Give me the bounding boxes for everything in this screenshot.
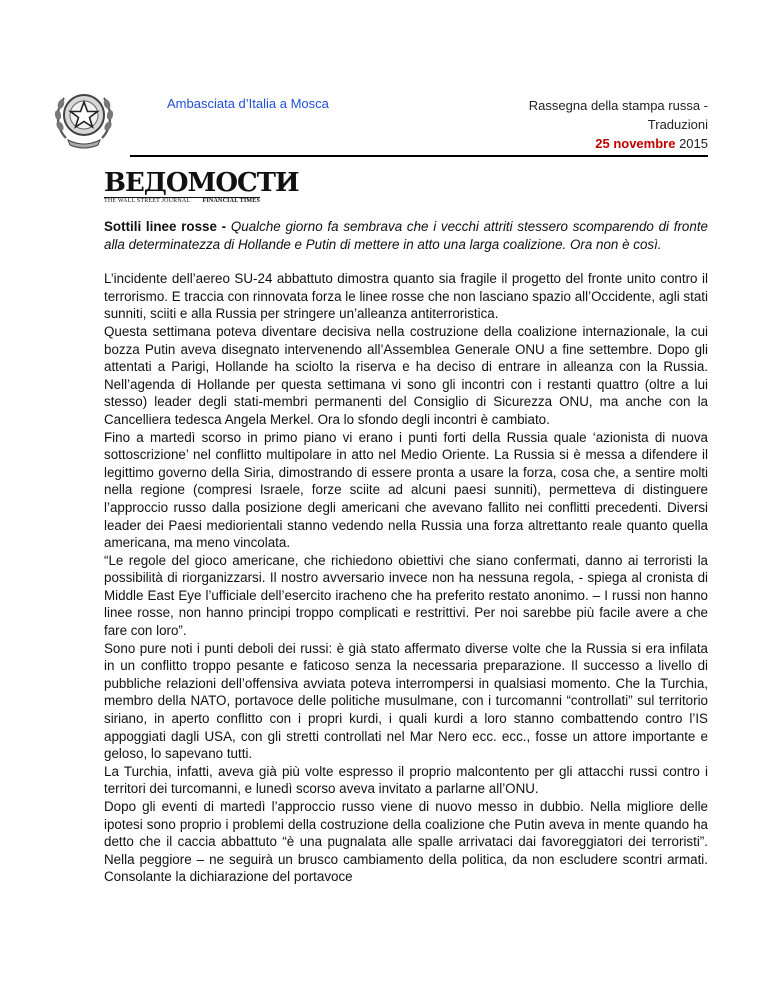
article-paragraph: Questa settimana poteva diventare decisiva nella costruzione della coalizione internazionale, la cui bozza Putin aveva disegnato intervenendo all’Assemblea Generale ONU a fine settembre. Dopo gli attentati a Parigi, Hollande ha sciolto la riserva e ha deciso di entrare in alleanza con la Russia. Nell’agenda di Hollande per questa settimana vi sono gli incontri con i restanti quattro (oltre a lui stesso) leader degli stati-membri permanenti del Consiglio di Sicurezza ONU, ma anche con la Cancelliera tedesca Angela Merkel. Ora lo sfondo degli incontri è cambiato. [104,323,708,427]
article-paragraph: La Turchia, infatti, aveva già più volte espresso il proprio malcontento per gli attacchi russi contro i territori dei turcomanni, e lunedì scorso aveva invitato a parlarne all’ONU. [104,763,708,797]
article-paragraph: Sono pure noti i punti deboli dei russi: è già stato affermato diverse volte che la Russia si era infilata in un conflitto troppo pesante e faticoso senza la necessaria preparazione. Il successo a livello di pubbliche relazioni dell’offensiva avviata poteva interrompersi in qualsiasi momento. Che la Turchia, membro della NATO, portavoce delle politiche musulmane, con i turcomanni “controllati” sul territorio siriano, in aperto conflitto con i propri kurdi, i quali kurdi a loro stanno combattendo contro l’IS appoggiati dagli USA, con gli stretti controllati nel Mar Nero ecc. ecc., fosse un attore importante e geloso, lo sapevano tutti. [104,640,708,762]
article-body [104,218,708,886]
review-date-year: 2015 [679,136,708,151]
review-date-day: 25 novembre [595,136,676,151]
review-date [470,134,708,153]
masthead-partners [104,197,260,205]
article-paragraph: Dopo gli eventi di martedì l’approccio russo viene di nuovo messo in dubbio. Nella migliore delle ipotesi sono proprio i problemi della costruzione della coalizione che Putin aveva in mente quando ha detto che il caccia abbattuto “è una pugnalata alle spalle arrivataci dai favoreggiatori dei terroristi”. Nella peggiore – ne seguirà un brusco cambiamento della politica, da non escludere scontri armati. Consolante la dichiarazione del portavoce [104,799,708,885]
review-line-1: Rassegna della stampa russa - [528,98,708,113]
italian-republic-emblem-icon [52,84,116,150]
article-subheadline: Qualche giorno fa sembrava che i vecchi attriti stessero scomparendo di fronte alla determinatezza di Hollande e Putin di mettere in atto una larga coalizione. Ora non è così. [104,219,708,252]
masthead-partner-ft: FINANCIAL TIMES [202,198,260,204]
review-line-2: Traduzioni [647,117,708,132]
embassy-name: Ambasciata d’Italia a Mosca [167,96,329,111]
article-paragraph: “Le regole del gioco americane, che richiedono obiettivi che siano confermati, danno ai terroristi la possibilità di riorganizzarsi. Il nostro avversario invece non ha nessuna regola, - spiega al cronista di Middle East Eye l’ufficiale dell’esercito iracheno che ha preferito restato anonimo. – I russi non hanno linee rosse, non hanno principi troppo complicati e restrittivi. Per noi sarebbe più facile avere a che fare con loro”. [104,552,708,639]
article-lede [104,218,708,253]
article-headline: Sottili linee rosse - [104,219,231,234]
article-paragraph: Fino a martedì scorso in primo piano vi erano i punti forti della Russia quale ‘azionista di nuova sottoscrizione’ nel conflitto multipolare in atto nel Medio Oriente. La Russia si è messa a difendere il legittimo governo della Siria, dimostrando di essere pronta a usare la forza, cosa che, a sentire molti nella regione (compresi Israele, forze sciite ad alcuni paesi sunniti), permetteva di distinguere l’approccio russo dalla posizione degli americani che avevano fallito nei conflitti precedenti. Diversi leader dei Paesi mediorientali stanno vedendo nella Russia una forza altrettanto reale quanto quella americana, ma meno vincolata. [104,429,708,551]
masthead-partner-wsj: THE WALL STREET JOURNAL [104,198,191,204]
masthead-title: ВЕДОМОСТИ [104,168,299,198]
vedomosti-logo [104,168,299,204]
press-review-title [470,96,708,153]
article-paragraph: L’incidente dell’aereo SU-24 abbattuto dimostra quanto sia fragile il progetto del fronte unito contro il terrorismo. E traccia con rinnovata forza le linee rosse che non lasciano spazio all’Occidente, agli stati sunniti, sciiti e alla Russia per stringere un’alleanza antiterroristica. [104,271,708,322]
header-divider [130,155,708,157]
